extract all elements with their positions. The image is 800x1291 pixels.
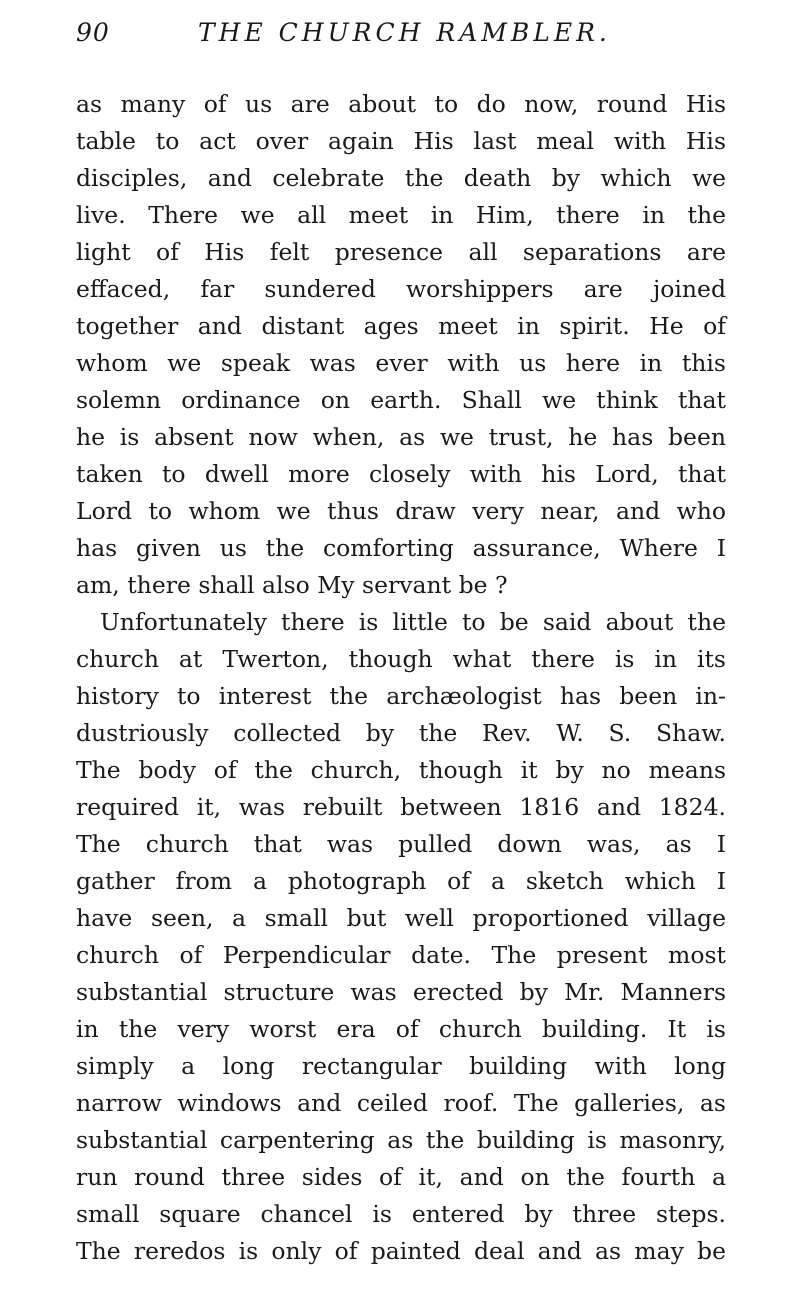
text-line: The church that was pulled down was, as I — [76, 830, 726, 858]
text-line: Unfortunately there is little to be said about the — [100, 608, 726, 636]
running-head — [76, 18, 726, 54]
text-line: dustriously collected by the Rev. W. S. Shaw. — [76, 719, 726, 747]
text-line: has given us the comforting assurance, Where I — [76, 534, 726, 562]
text-line: run round three sides of it, and on the fourth a — [76, 1163, 726, 1191]
text-line: he is absent now when, as we trust, he has been — [76, 423, 726, 451]
text-line: effaced, far sundered worshippers are joined — [76, 275, 726, 303]
text-line: have seen, a small but well proportioned village — [76, 904, 726, 932]
text-line: substantial carpentering as the building is masonry, — [76, 1126, 726, 1154]
text-line: small square chancel is entered by three steps. — [76, 1200, 726, 1228]
text-line: substantial structure was erected by Mr. Manners — [76, 978, 726, 1006]
text-line: live. There we all meet in Him, there in the — [76, 201, 726, 229]
text-line: disciples, and celebrate the death by which we — [76, 164, 726, 192]
text-line: Lord to whom we thus draw very near, and who — [76, 497, 726, 525]
paragraph — [76, 86, 726, 604]
text-line: in the very worst era of church building. It is — [76, 1015, 726, 1043]
text-line: am, there shall also My servant be ? — [76, 571, 508, 599]
page-number: 90 — [76, 18, 110, 47]
text-line: as many of us are about to do now, round His — [76, 90, 726, 118]
text-line: church at Twerton, though what there is in its — [76, 645, 726, 673]
text-line: whom we speak was ever with us here in this — [76, 349, 726, 377]
text-line: solemn ordinance on earth. Shall we think that — [76, 386, 726, 414]
text-line: history to interest the archæologist has been in- — [76, 682, 726, 710]
text-line: together and distant ages meet in spirit. He of — [76, 312, 726, 340]
text-line: simply a long rectangular building with long — [76, 1052, 726, 1080]
text-line: light of His felt presence all separations are — [76, 238, 726, 266]
text-line: gather from a photograph of a sketch which I — [76, 867, 726, 895]
paragraph — [76, 604, 726, 1270]
text-line: The reredos is only of painted deal and as may be — [76, 1237, 726, 1265]
text-line: The body of the church, though it by no means — [76, 756, 726, 784]
text-line: taken to dwell more closely with his Lord, that — [76, 460, 726, 488]
text-line: table to act over again His last meal with His — [76, 127, 726, 155]
text-line: church of Perpendicular date. The present most — [76, 941, 726, 969]
text-line: narrow windows and ceiled roof. The galleries, as — [76, 1089, 726, 1117]
text-line: required it, was rebuilt between 1816 and 1824. — [76, 793, 726, 821]
running-title: THE CHURCH RAMBLER. — [198, 18, 611, 47]
body-text — [76, 86, 726, 1270]
